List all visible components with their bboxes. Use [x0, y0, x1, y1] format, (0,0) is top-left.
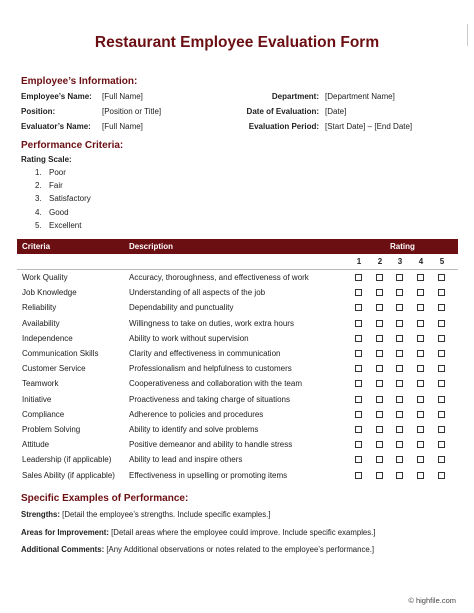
form-title: Restaurant Employee Evaluation Form — [94, 34, 380, 51]
rating-checkbox-1[interactable] — [355, 335, 362, 342]
strengths-label: Strengths: — [21, 510, 60, 519]
rating-checkbox-1[interactable] — [355, 456, 362, 463]
rating-checkbox-5[interactable] — [438, 335, 445, 342]
position-label: Position: — [21, 107, 56, 116]
rating-checkbox-2[interactable] — [376, 304, 383, 311]
rating-number-header: 5 — [439, 257, 445, 266]
rating-checkbox-4[interactable] — [417, 456, 424, 463]
criteria-cell: Work Quality — [22, 273, 68, 282]
description-cell: Willingness to take on duties, work extra hours — [129, 318, 294, 328]
rating-checkbox-4[interactable] — [417, 426, 424, 433]
criteria-cell: Problem Solving — [22, 425, 81, 434]
rating-checkbox-5[interactable] — [438, 350, 445, 357]
rating-column-header: Rating — [390, 242, 415, 251]
rating-scale-item — [35, 208, 69, 217]
rating-checkbox-5[interactable] — [438, 411, 445, 418]
description-cell: Accuracy, thoroughness, and effectiveness of work — [129, 273, 309, 282]
examples-heading: Specific Examples of Performance: — [21, 493, 189, 504]
rating-checkbox-5[interactable] — [438, 441, 445, 448]
rating-checkbox-3[interactable] — [396, 380, 403, 387]
rating-checkbox-4[interactable] — [417, 365, 424, 372]
improvement-label: Areas for Improvement: — [21, 528, 109, 537]
table-row — [17, 300, 458, 315]
criteria-cell: Independence — [22, 333, 73, 343]
rating-checkbox-3[interactable] — [396, 320, 403, 327]
rating-number-header: 3 — [397, 257, 403, 266]
rating-checkbox-2[interactable] — [376, 441, 383, 448]
rating-checkbox-1[interactable] — [355, 472, 362, 479]
description-cell: Understanding of all aspects of the job — [129, 288, 266, 298]
rating-checkbox-1[interactable] — [355, 350, 362, 357]
comments-paragraph — [21, 545, 374, 554]
rating-checkbox-2[interactable] — [376, 380, 383, 387]
rating-checkbox-4[interactable] — [417, 304, 424, 311]
rating-checkbox-1[interactable] — [355, 274, 362, 281]
evaluation-period-field[interactable]: [Start Date] – [End Date] — [325, 122, 413, 131]
evaluation-date-label: Date of Evaluation: — [246, 107, 319, 116]
description-cell: Professionalism and helpfulness to customers — [129, 364, 292, 374]
rating-checkbox-5[interactable] — [438, 472, 445, 479]
rating-checkbox-1[interactable] — [355, 396, 362, 403]
rating-checkbox-5[interactable] — [438, 365, 445, 372]
rating-scale-text: Fair — [49, 181, 63, 191]
rating-scale-number: 5. — [35, 220, 42, 230]
rating-scale-item — [35, 221, 81, 230]
footer-copyright: © highfile.com — [408, 596, 456, 605]
rating-scale-text: Good — [49, 207, 69, 217]
evaluator-name-label: Evaluator’s Name: — [21, 122, 91, 131]
rating-checkbox-2[interactable] — [376, 335, 383, 342]
criteria-cell: Job Knowledge — [22, 288, 77, 298]
table-row — [17, 407, 458, 422]
description-column-header: Description — [129, 242, 174, 251]
rating-checkbox-2[interactable] — [376, 472, 383, 479]
description-cell: Adherence to policies and procedures — [129, 409, 264, 419]
employee-info-heading: Employee’s Information: — [21, 76, 138, 87]
rating-checkbox-4[interactable] — [417, 350, 424, 357]
evaluation-period-label: Evaluation Period: — [248, 122, 319, 131]
table-row — [17, 437, 458, 452]
rating-checkbox-1[interactable] — [355, 289, 362, 296]
rating-checkbox-4[interactable] — [417, 380, 424, 387]
rating-checkbox-2[interactable] — [376, 396, 383, 403]
criteria-cell: Attitude — [22, 440, 50, 450]
rating-checkbox-1[interactable] — [355, 320, 362, 327]
strengths-text[interactable]: [Detail the employee’s strengths. Include specific examples.] — [62, 510, 271, 519]
rating-checkbox-3[interactable] — [396, 304, 403, 311]
criteria-cell: Communication Skills — [22, 349, 99, 358]
rating-checkbox-2[interactable] — [376, 365, 383, 372]
table-row — [17, 392, 458, 407]
criteria-table-header — [17, 239, 458, 254]
criteria-cell: Availability — [22, 318, 60, 328]
rating-checkbox-3[interactable] — [396, 274, 403, 281]
rating-checkbox-4[interactable] — [417, 472, 424, 479]
description-cell: Cooperativeness and collaboration with the team — [129, 379, 302, 389]
table-row — [17, 361, 458, 376]
rating-checkbox-2[interactable] — [376, 350, 383, 357]
table-row — [17, 376, 458, 391]
employee-name-field[interactable]: [Full Name] — [102, 92, 143, 101]
rating-scale-number: 2. — [35, 181, 42, 191]
rating-checkbox-3[interactable] — [396, 456, 403, 463]
rating-number-header: 4 — [418, 257, 424, 266]
rating-number-header: 1 — [356, 257, 362, 266]
rating-checkbox-4[interactable] — [417, 441, 424, 448]
description-cell: Ability to work without supervision — [129, 333, 249, 343]
criteria-column-header: Criteria — [22, 242, 51, 251]
description-cell: Clarity and effectiveness in communication — [129, 349, 281, 358]
employee-name-label: Employee’s Name: — [21, 92, 92, 101]
rating-checkbox-5[interactable] — [438, 320, 445, 327]
rating-checkbox-5[interactable] — [438, 304, 445, 311]
rating-checkbox-3[interactable] — [396, 441, 403, 448]
rating-scale-number: 4. — [35, 207, 42, 217]
rating-checkbox-3[interactable] — [396, 350, 403, 357]
evaluation-date-field[interactable]: [Date] — [325, 107, 347, 116]
criteria-cell: Initiative — [22, 394, 52, 404]
rating-checkbox-3[interactable] — [396, 426, 403, 433]
rating-checkbox-4[interactable] — [417, 335, 424, 342]
rating-scale-number: 1. — [35, 168, 42, 177]
strengths-paragraph — [21, 510, 270, 519]
criteria-cell: Customer Service — [22, 364, 86, 374]
description-cell: Ability to lead and inspire others — [129, 455, 243, 465]
rating-checkbox-5[interactable] — [438, 289, 445, 296]
description-cell: Effectiveness in upselling or promoting items — [129, 470, 288, 480]
rating-checkbox-4[interactable] — [417, 274, 424, 281]
rating-scale-item — [35, 168, 66, 177]
table-row — [17, 285, 458, 300]
table-row — [17, 316, 458, 331]
criteria-cell: Compliance — [22, 409, 65, 419]
description-cell: Dependability and punctuality — [129, 303, 234, 313]
rating-checkbox-3[interactable] — [396, 289, 403, 296]
rating-checkbox-4[interactable] — [417, 396, 424, 403]
evaluator-name-field[interactable]: [Full Name] — [102, 122, 143, 131]
table-row — [17, 468, 458, 483]
rating-scale-text: Poor — [49, 168, 66, 177]
rating-scale-item — [35, 194, 91, 203]
table-row — [17, 346, 458, 361]
improvement-paragraph — [21, 528, 376, 537]
rating-checkbox-2[interactable] — [376, 274, 383, 281]
table-row — [17, 422, 458, 437]
rating-checkbox-1[interactable] — [355, 365, 362, 372]
rating-checkbox-1[interactable] — [355, 441, 362, 448]
rating-checkbox-4[interactable] — [417, 320, 424, 327]
performance-criteria-heading: Performance Criteria: — [21, 140, 124, 151]
rating-checkbox-2[interactable] — [376, 411, 383, 418]
rating-checkbox-4[interactable] — [417, 289, 424, 296]
rating-checkbox-3[interactable] — [396, 365, 403, 372]
rating-checkbox-2[interactable] — [376, 456, 383, 463]
rating-checkbox-4[interactable] — [417, 411, 424, 418]
rating-checkbox-5[interactable] — [438, 274, 445, 281]
rating-scale-label: Rating Scale: — [21, 155, 72, 164]
rating-checkbox-5[interactable] — [438, 396, 445, 403]
rating-checkbox-3[interactable] — [396, 335, 403, 342]
rating-scale-item — [35, 181, 63, 190]
rating-checkbox-1[interactable] — [355, 304, 362, 311]
rating-checkbox-2[interactable] — [376, 289, 383, 296]
description-cell: Positive demeanor and ability to handle stress — [129, 440, 293, 450]
comments-text[interactable]: [Any Additional observations or notes related to the employee’s performance.] — [106, 545, 375, 554]
criteria-cell: Leadership (if applicable) — [22, 455, 112, 465]
rating-checkbox-1[interactable] — [355, 411, 362, 418]
rating-checkbox-5[interactable] — [438, 426, 445, 433]
rating-scale-number: 3. — [35, 194, 42, 204]
table-row — [17, 331, 458, 346]
description-cell: Ability to identify and solve problems — [129, 425, 259, 434]
criteria-cell: Teamwork — [22, 379, 59, 389]
rating-checkbox-3[interactable] — [396, 396, 403, 403]
rating-checkbox-2[interactable] — [376, 320, 383, 327]
criteria-cell: Reliability — [22, 303, 57, 313]
department-field[interactable]: [Department Name] — [325, 92, 395, 101]
rating-checkbox-2[interactable] — [376, 426, 383, 433]
rating-checkbox-5[interactable] — [438, 456, 445, 463]
department-label: Department: — [271, 92, 319, 101]
criteria-cell: Sales Ability (if applicable) — [22, 470, 115, 480]
table-row — [17, 452, 458, 467]
rating-checkbox-1[interactable] — [355, 380, 362, 387]
table-row — [17, 270, 458, 285]
rating-scale-text: Excellent — [49, 220, 82, 230]
rating-checkbox-3[interactable] — [396, 411, 403, 418]
rating-checkbox-3[interactable] — [396, 472, 403, 479]
rating-scale-text: Satisfactory — [49, 194, 91, 204]
comments-label: Additional Comments: — [21, 545, 105, 554]
position-field[interactable]: [Position or Title] — [102, 107, 162, 116]
rating-number-header: 2 — [377, 257, 383, 266]
description-cell: Proactiveness and taking charge of situations — [129, 394, 290, 404]
rating-checkbox-1[interactable] — [355, 426, 362, 433]
improvement-text[interactable]: [Detail areas where the employee could improve. Include specific examples.] — [111, 528, 376, 537]
rating-checkbox-5[interactable] — [438, 380, 445, 387]
